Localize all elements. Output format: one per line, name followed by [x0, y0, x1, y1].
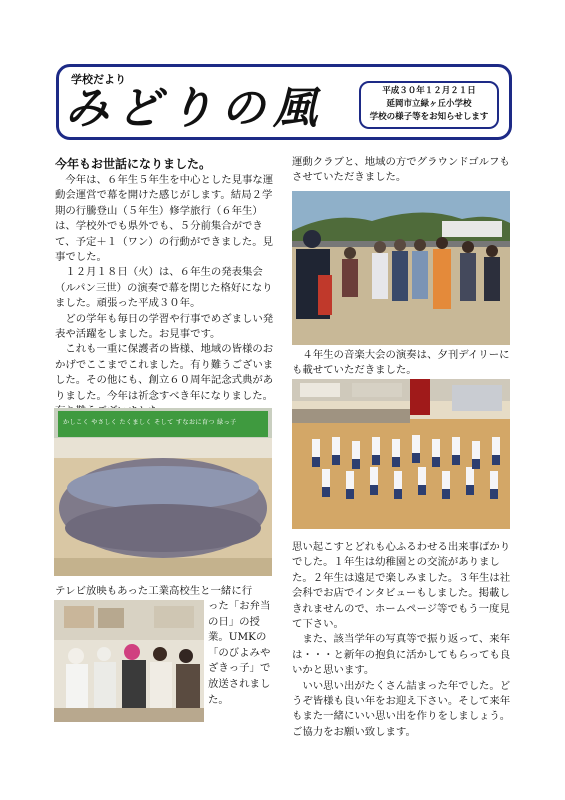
school-name: 延岡市立緑ヶ丘小学校: [386, 99, 472, 109]
right-paragraph-5: いい思い出がたくさん詰まった年でした。どうぞ皆様も良い年をお迎え下さい。そして来年もまた一緒にいい思い出を作りをしましょう。ご協力をお願い致します。: [292, 679, 511, 738]
ground-golf-photo: [292, 191, 510, 345]
school-group-photo: [54, 408, 272, 576]
newsletter-header: [56, 64, 512, 140]
right-paragraph-4: また、該当学年の写真等で振り返って、来年は・・・と新年の抱負に活かしてもらっても良いかと思います。: [292, 633, 511, 677]
right-paragraph-1: 運動クラブと、地域の方でグラウンドゴルフもさせていただきました。: [292, 156, 510, 184]
tv-caption-first-line: テレビ放映もあった工業高校生と一緒に行: [55, 585, 253, 597]
music-contest-caption-block: [292, 348, 510, 379]
tv-caption-rest: [208, 599, 276, 708]
right-intro: [292, 155, 510, 186]
issue-date: 平成３０年１２月２１日: [382, 86, 476, 96]
left-paragraph-1: 今年は、６年生５年生を中心とした見事な運動会運営で幕を開けた感じがします。結局２学期の行騰登山（５年生）修学旅行（６年生）は、学校外でも県外でも、５分前集合ができて、予定＋１（ワン）の行動ができました。見事でした。: [55, 174, 274, 264]
left-paragraph-4: これも一重に保護者の皆様、地域の皆様のおかげでここまでこれました。有り難うございました。その他にも、創立６０周年記念式典がありました。今年は祈念すべき年になりました。: [55, 343, 274, 402]
right-paragraph-3: 思い起こすとどれも心ふるわせる出来事ばかりでした。１年生は幼稚園との交流がありました。２年生は遠足で楽しみました。３年生は社会科でお店でインタビューもしました。掲載しきれませんので、ホームページ等でもう一度見て下さい。: [292, 541, 511, 631]
tv-caption-intro: [55, 584, 277, 599]
header-subtitle: 学校の様子等をお知らせします: [369, 112, 489, 122]
right-closing: [292, 540, 512, 740]
right-paragraph-2: ４年生の音楽大会の演奏は、夕刊デイリーにも載せていただきました。: [292, 349, 510, 377]
newsletter-title: みどりの風: [65, 83, 325, 134]
left-paragraph-2: １２月１８日（火）は、６年生の発表集会（ルパン三世）の演奏で幕を閉じた格好になりました。頑張った平成３０年。: [55, 266, 273, 310]
music-contest-photo: [292, 379, 510, 529]
article-headline: 今年もお世話になりました。: [55, 157, 212, 171]
header-kicker: 学校だより: [71, 73, 126, 86]
left-paragraph-3: どの学年も毎日の学習や行事でめざましい発表や活躍をしました。お見事です。: [55, 312, 274, 341]
photo-banner-text: かしこく やさしく たくましく そして すなおに育つ 緑っ子: [63, 419, 237, 426]
header-info-box: [359, 81, 499, 129]
left-article: [55, 156, 277, 420]
tv-caption-body: った「お弁当の日」の授業。UMKの「のびよみやざきっ子」で放送されました。: [208, 600, 271, 706]
cooking-class-photo: [54, 600, 204, 722]
